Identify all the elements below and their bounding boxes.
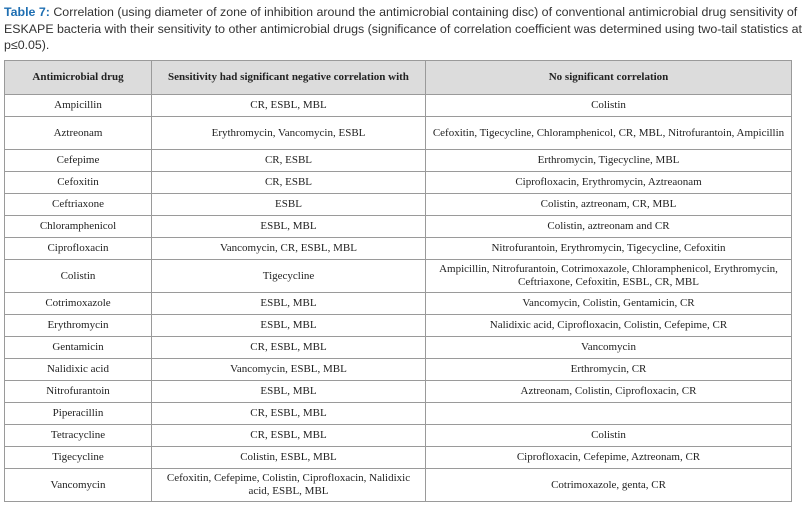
negative-correlation-cell: Vancomycin, ESBL, MBL — [152, 359, 426, 381]
table-row — [5, 172, 792, 194]
table-row — [5, 260, 792, 293]
negative-correlation-cell: ESBL, MBL — [152, 216, 426, 238]
no-correlation-cell: Cotrimoxazole, genta, CR — [426, 469, 792, 502]
drug-cell: Erythromycin — [5, 315, 152, 337]
drug-cell: Ceftriaxone — [5, 194, 152, 216]
table-row — [5, 381, 792, 403]
no-correlation-cell: Vancomycin — [426, 337, 792, 359]
negative-correlation-cell: CR, ESBL, MBL — [152, 425, 426, 447]
drug-cell: Gentamicin — [5, 337, 152, 359]
negative-correlation-cell: ESBL, MBL — [152, 315, 426, 337]
table-header-row — [5, 61, 792, 95]
table-row — [5, 337, 792, 359]
table-row — [5, 425, 792, 447]
table-row — [5, 293, 792, 315]
negative-correlation-cell: CR, ESBL, MBL — [152, 403, 426, 425]
drug-cell: Nalidixic acid — [5, 359, 152, 381]
table-caption — [4, 4, 804, 54]
no-correlation-cell: Nalidixic acid, Ciprofloxacin, Colistin, Cefepime, CR — [426, 315, 792, 337]
no-correlation-cell: Aztreonam, Colistin, Ciprofloxacin, CR — [426, 381, 792, 403]
drug-cell: Cefoxitin — [5, 172, 152, 194]
negative-correlation-cell: CR, ESBL, MBL — [152, 337, 426, 359]
negative-correlation-cell: ESBL — [152, 194, 426, 216]
drug-cell: Cotrimoxazole — [5, 293, 152, 315]
negative-correlation-cell: CR, ESBL — [152, 172, 426, 194]
negative-correlation-cell: ESBL, MBL — [152, 381, 426, 403]
drug-cell: Piperacillin — [5, 403, 152, 425]
table-row — [5, 359, 792, 381]
header-antimicrobial-drug: Antimicrobial drug — [5, 61, 152, 95]
no-correlation-cell: Erthromycin, Tigecycline, MBL — [426, 150, 792, 172]
no-correlation-cell: Nitrofurantoin, Erythromycin, Tigecycline, Cefoxitin — [426, 238, 792, 260]
no-correlation-cell: Ciprofloxacin, Cefepime, Aztreonam, CR — [426, 447, 792, 469]
table-body — [5, 95, 792, 502]
drug-cell: Colistin — [5, 260, 152, 293]
drug-cell: Tetracycline — [5, 425, 152, 447]
negative-correlation-cell: Cefoxitin, Cefepime, Colistin, Ciprofloxacin, Nalidixic acid, ESBL, MBL — [152, 469, 426, 502]
no-correlation-cell: Colistin, aztreonam, CR, MBL — [426, 194, 792, 216]
negative-correlation-cell: Colistin, ESBL, MBL — [152, 447, 426, 469]
drug-cell: Nitrofurantoin — [5, 381, 152, 403]
table-label: Table 7: — [4, 5, 50, 19]
drug-cell: Cefepime — [5, 150, 152, 172]
negative-correlation-cell: ESBL, MBL — [152, 293, 426, 315]
negative-correlation-cell: Vancomycin, CR, ESBL, MBL — [152, 238, 426, 260]
no-correlation-cell: Erthromycin, CR — [426, 359, 792, 381]
negative-correlation-cell: CR, ESBL — [152, 150, 426, 172]
no-correlation-cell: Vancomycin, Colistin, Gentamicin, CR — [426, 293, 792, 315]
table-row — [5, 447, 792, 469]
caption-text: Correlation (using diameter of zone of inhibition around the antimicrobial containing disc) of conventional antimicrobial drug sensitivity of ESKAPE bacteria with their sensitivity to other antimicrobial drugs (significance of correlation coefficient was determined using two-tail statistics at p≤0.05). — [4, 5, 802, 52]
no-correlation-cell: Ampicillin, Nitrofurantoin, Cotrimoxazole, Chloramphenicol, Erythromycin, Ceftriaxone, Cefoxitin, ESBL, CR, MBL — [426, 260, 792, 293]
header-negative-correlation: Sensitivity had significant negative correlation with — [152, 61, 426, 95]
no-correlation-cell: Colistin — [426, 95, 792, 117]
drug-cell: Ampicillin — [5, 95, 152, 117]
negative-correlation-cell: Tigecycline — [152, 260, 426, 293]
drug-cell: Tigecycline — [5, 447, 152, 469]
no-correlation-cell: Cefoxitin, Tigecycline, Chloramphenicol, CR, MBL, Nitrofurantoin, Ampicillin — [426, 117, 792, 150]
table-row — [5, 315, 792, 337]
correlation-table — [4, 60, 792, 502]
table-row — [5, 216, 792, 238]
negative-correlation-cell: CR, ESBL, MBL — [152, 95, 426, 117]
table-row — [5, 117, 792, 150]
header-no-correlation: No significant correlation — [426, 61, 792, 95]
table-row — [5, 403, 792, 425]
table-row — [5, 194, 792, 216]
table-row — [5, 95, 792, 117]
drug-cell: Chloramphenicol — [5, 216, 152, 238]
no-correlation-cell: Ciprofloxacin, Erythromycin, Aztreaonam — [426, 172, 792, 194]
negative-correlation-cell: Erythromycin, Vancomycin, ESBL — [152, 117, 426, 150]
drug-cell: Vancomycin — [5, 469, 152, 502]
drug-cell: Ciprofloxacin — [5, 238, 152, 260]
no-correlation-cell: Colistin, aztreonam and CR — [426, 216, 792, 238]
no-correlation-cell — [426, 403, 792, 425]
table-row — [5, 238, 792, 260]
table-row — [5, 469, 792, 502]
drug-cell: Aztreonam — [5, 117, 152, 150]
no-correlation-cell: Colistin — [426, 425, 792, 447]
table-row — [5, 150, 792, 172]
